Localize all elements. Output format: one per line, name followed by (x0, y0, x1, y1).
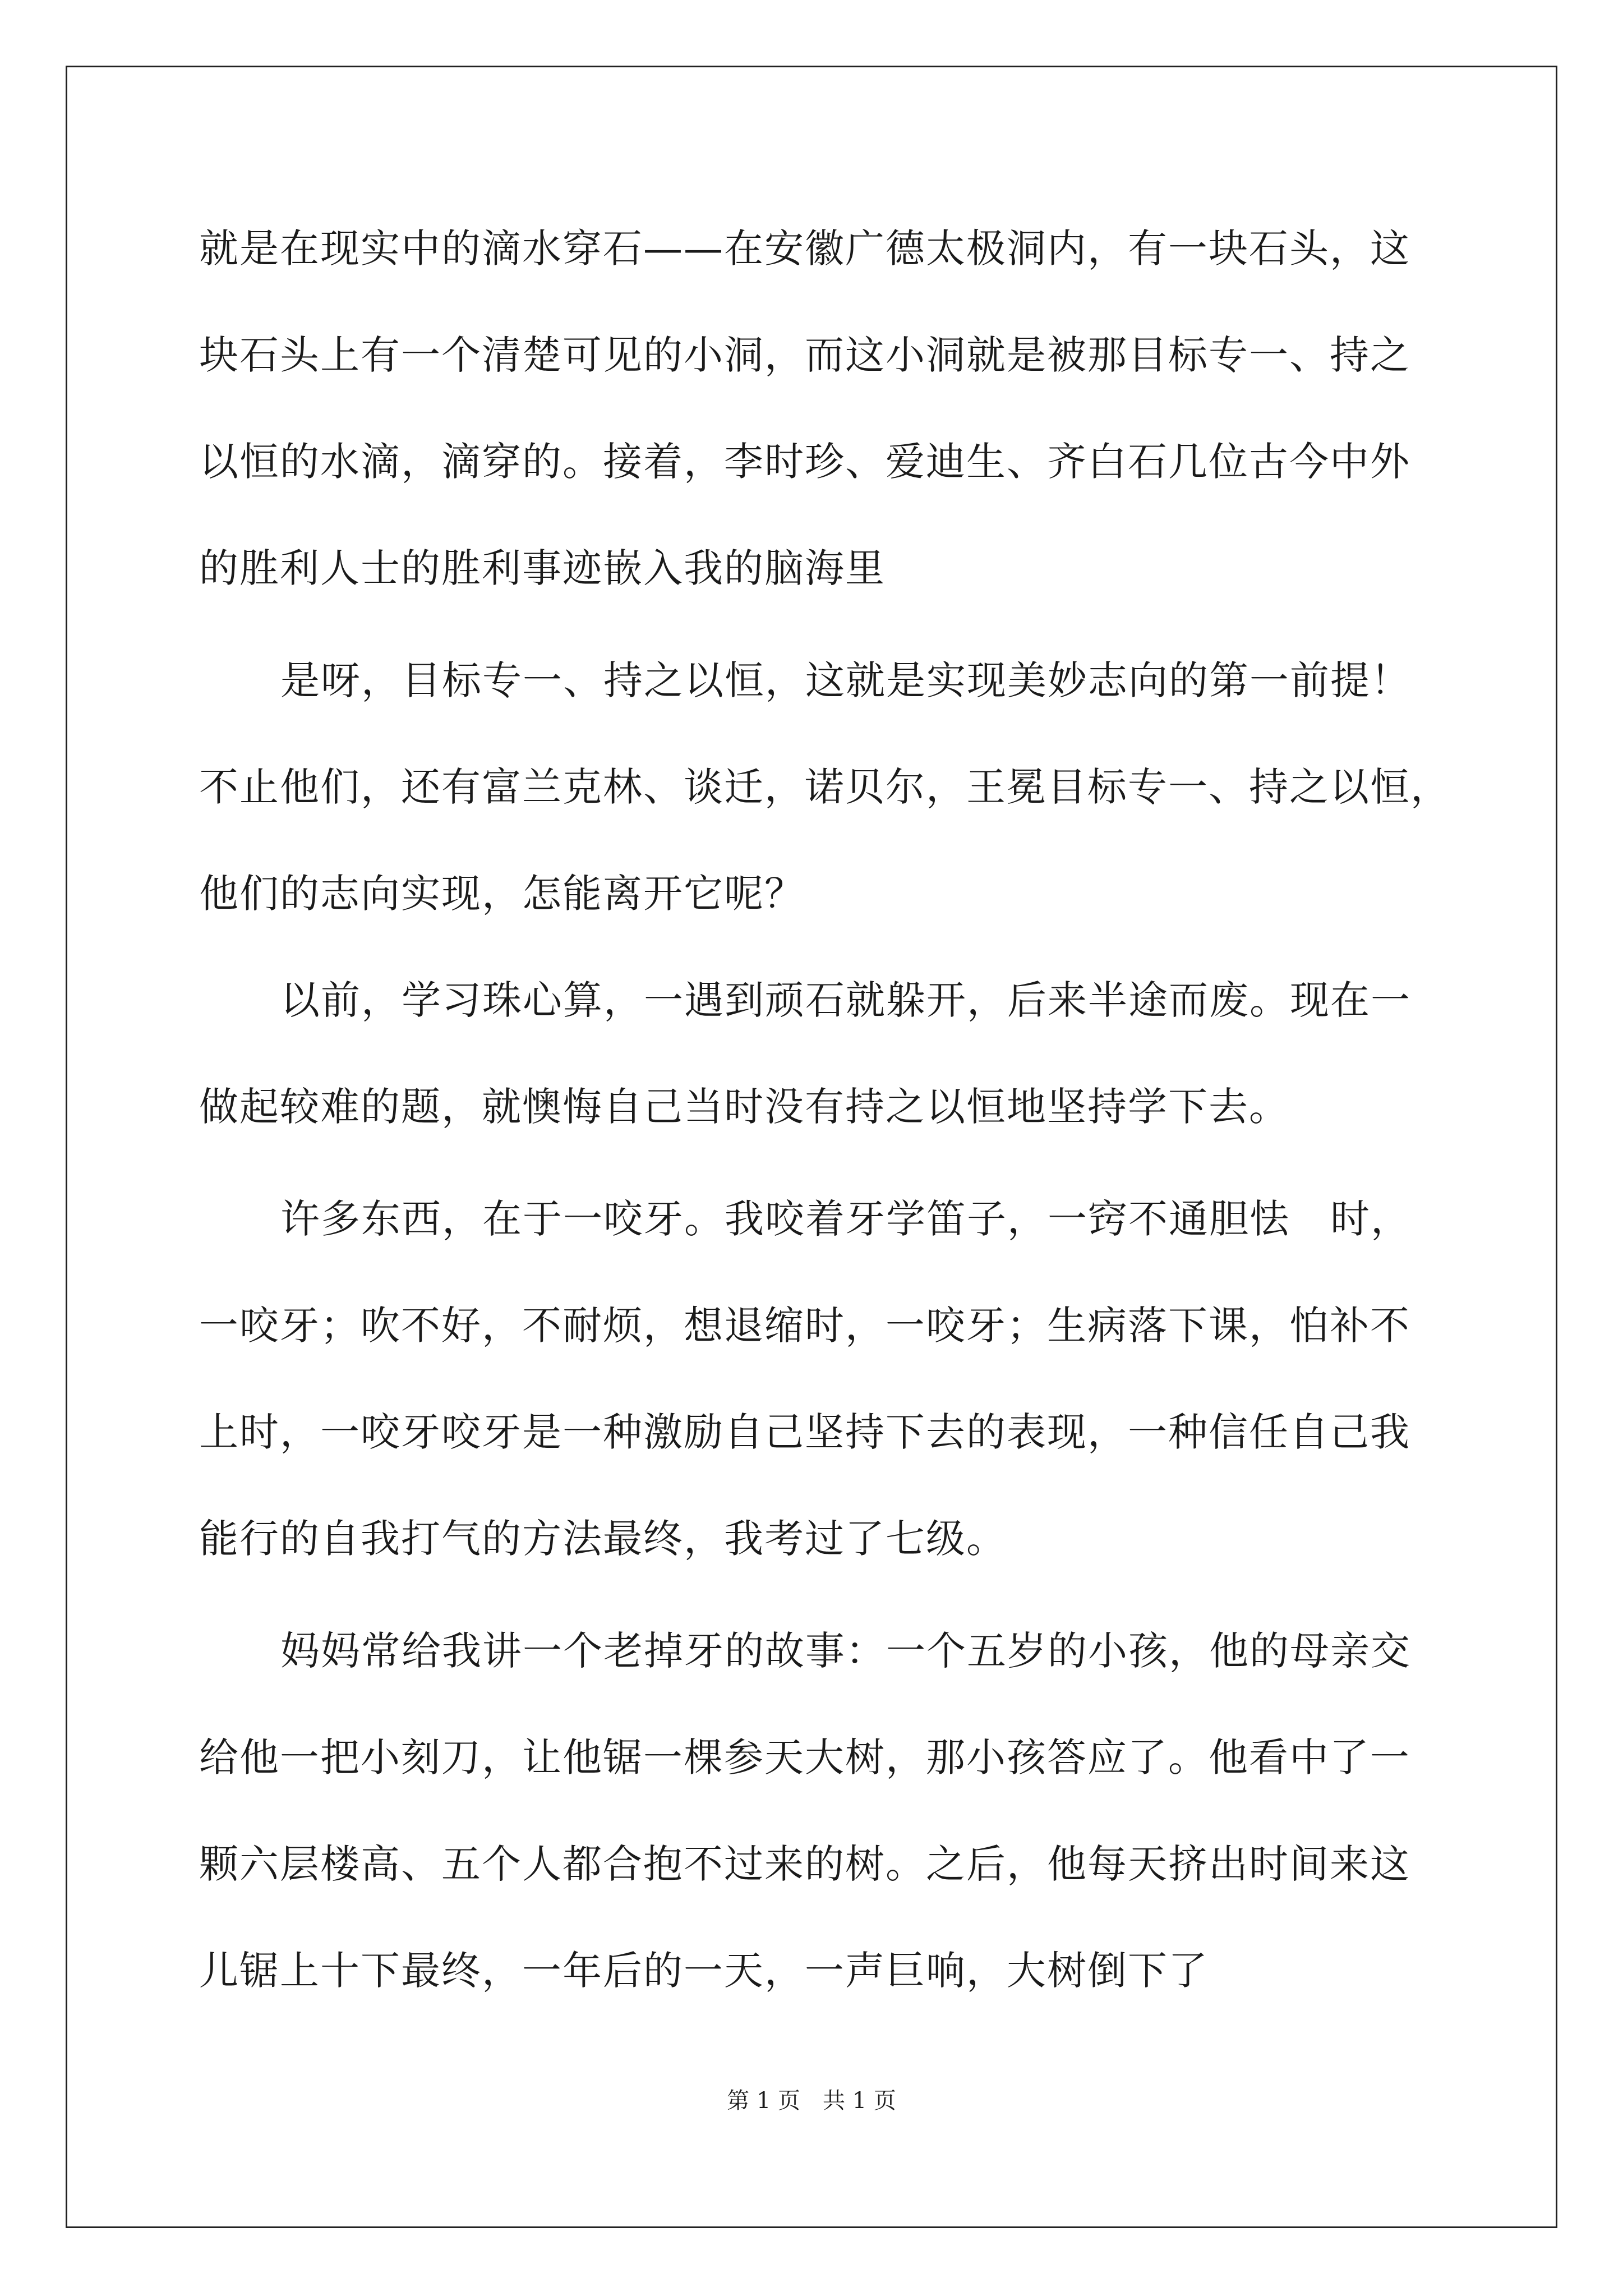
text-line: 块石头上有一个清楚可见的小洞，而这小洞就是被那目标专一、持之 (199, 332, 1410, 378)
paragraph-first-line: 是呀，目标专一、持之以恒，这就是实现美妙志向的第一前提！ (280, 657, 1411, 703)
paragraph-first-line: 以前，学习珠心算，一遇到顽石就躲开，后来半途而废。现在一 (280, 977, 1411, 1023)
text-line: 不止他们，还有富兰克林、谈迁，诺贝尔，王冕目标专一、持之以恒， (199, 764, 1451, 810)
page-number-footer: 第 1 页 共 1 页 (727, 2088, 896, 2114)
text-line: 他们的志向实现，怎能离开它呢？ (199, 871, 805, 917)
text-line: 的胜利人士的胜利事迹嵌入我的脑海里 (199, 545, 886, 591)
text-line: 做起较难的题，就懊悔自己当时没有持之以恒地坚持学下去。 (199, 1084, 1289, 1130)
text-line: 颗六层楼高、五个人都合抱不过来的树。之后，他每天挤出时间来这 (199, 1841, 1410, 1887)
text-line: 能行的自我打气的方法最终，我考过了七级。 (199, 1516, 1007, 1562)
text-line: 儿锯上十下最终，一年后的一天，一声巨响，大树倒下了 (199, 1948, 1209, 1994)
paragraph-first-line: 许多东西，在于一咬牙。我咬着牙学笛子，一窍不通胆怯 时， (280, 1196, 1411, 1242)
paragraph-first-line: 妈妈常给我讲一个老掉牙的故事：一个五岁的小孩，他的母亲交 (280, 1628, 1411, 1674)
text-line: 给他一把小刻刀，让他锯一棵参天大树，那小孩答应了。他看中了一 (199, 1734, 1410, 1780)
text-line: 一咬牙；吹不好，不耐烦，想退缩时，一咬牙；生病落下课，怕补不 (199, 1303, 1410, 1349)
text-line: 就是在现实中的滴水穿石——在安徽广德太极洞内，有一块石头，这 (199, 226, 1410, 272)
text-line: 以恒的水滴，滴穿的。接着，李时珍、爱迪生、齐白石几位古今中外 (199, 439, 1410, 485)
page-border (66, 66, 1557, 2228)
text-line: 上时，一咬牙咬牙是一种激励自己坚持下去的表现，一种信任自己我 (199, 1409, 1410, 1455)
